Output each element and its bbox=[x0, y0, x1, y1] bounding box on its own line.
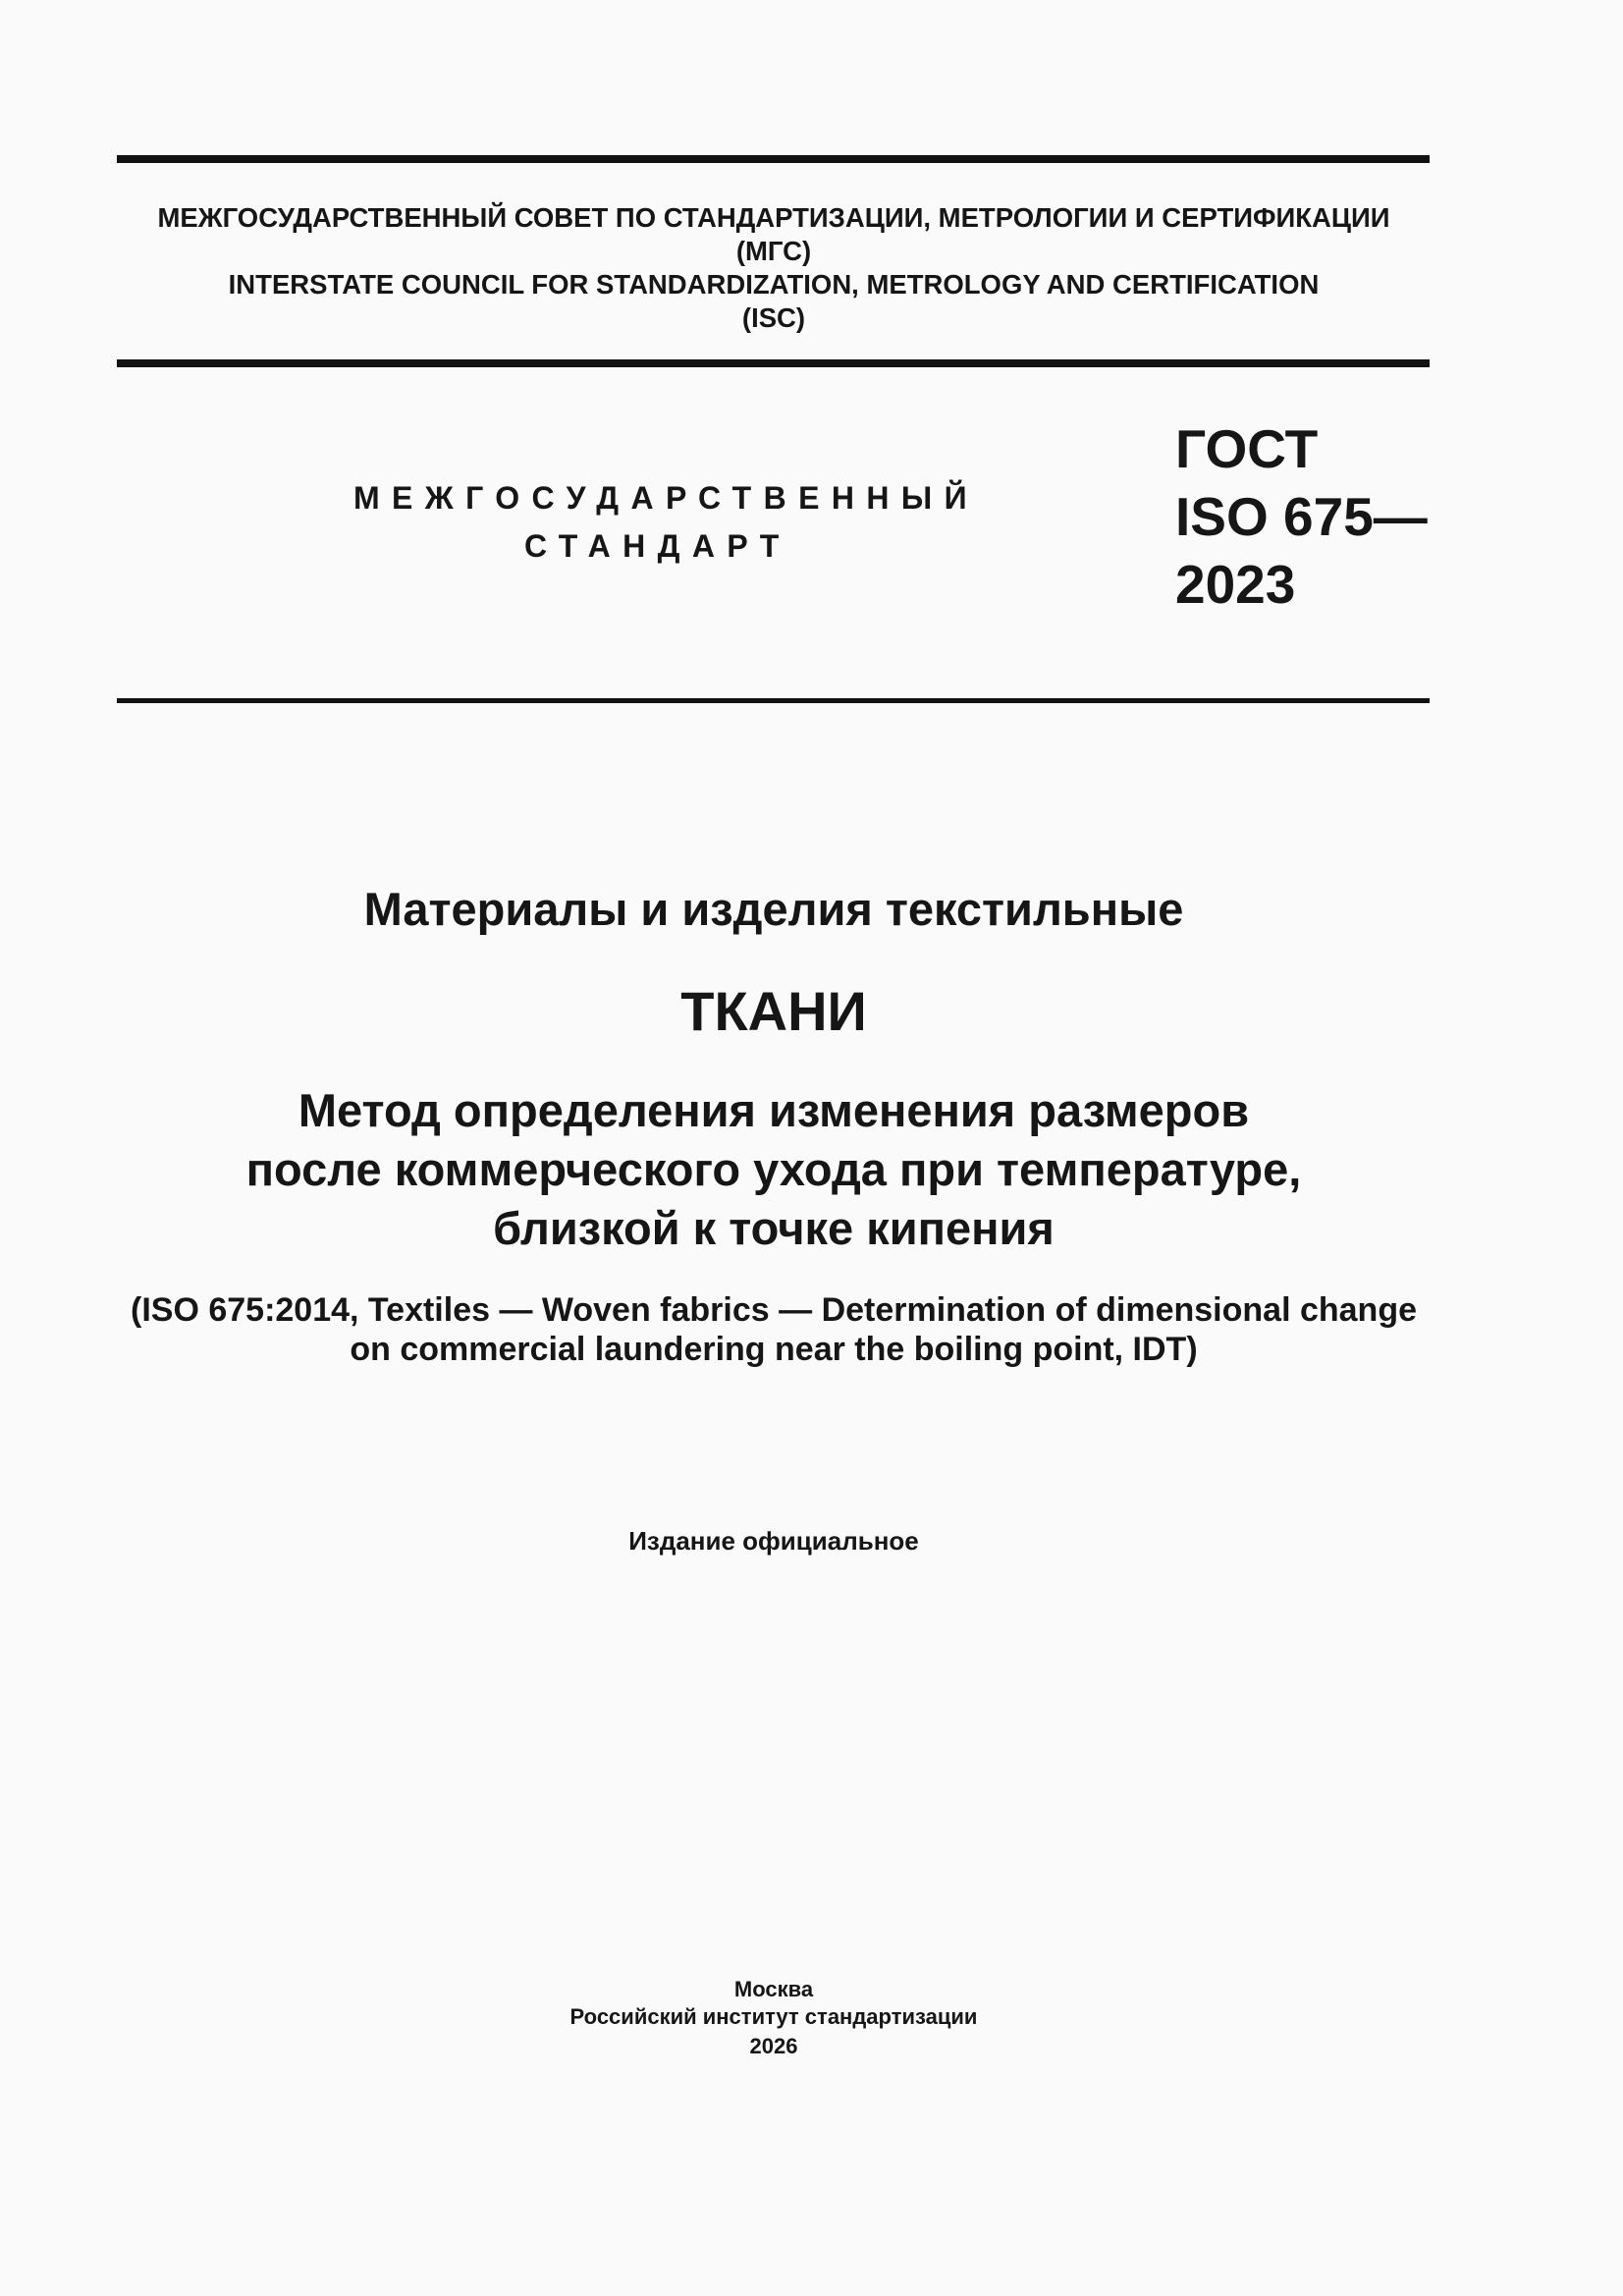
top-rule bbox=[117, 155, 1430, 163]
method-title-line: Метод определения изменения размеров bbox=[298, 1084, 1250, 1136]
subject-title: ТКАНИ bbox=[680, 980, 867, 1042]
publisher-city: Москва bbox=[733, 1977, 814, 2001]
middle-rule bbox=[117, 359, 1430, 367]
method-title-line: после коммерческого ухода при температуре, bbox=[245, 1143, 1302, 1195]
method-title-line: близкой к точке кипения bbox=[493, 1202, 1055, 1254]
iso-reference-line: on commercial laundering near the boiling point, IDT) bbox=[350, 1331, 1198, 1368]
publisher-name: Российский институт стандартизации bbox=[569, 2004, 978, 2029]
council-name-en: INTERSTATE COUNCIL FOR STANDARDIZATION, METROLOGY AND CERTIFICATION bbox=[228, 269, 1320, 300]
bottom-rule bbox=[117, 698, 1430, 703]
designation-line: ГОСТ bbox=[1175, 418, 1319, 479]
designation-line: ISO 675— bbox=[1175, 486, 1428, 547]
category-title: Материалы и изделия текстильные bbox=[363, 883, 1184, 935]
edition-label: Издание официальное bbox=[628, 1526, 919, 1556]
iso-reference-line: (ISO 675:2014, Textiles — Woven fabrics — Determination of dimensional change bbox=[131, 1291, 1417, 1329]
council-abbr-en: (ISC) bbox=[741, 302, 806, 333]
publisher-year: 2026 bbox=[749, 2034, 798, 2058]
council-name-ru: МЕЖГОСУДАРСТВЕННЫЙ СОВЕТ ПО СТАНДАРТИЗАЦИИ, МЕТРОЛОГИИ И СЕРТИФИКАЦИИ bbox=[157, 202, 1390, 233]
council-abbr-ru: (МГС) bbox=[735, 236, 812, 266]
designation-line: 2023 bbox=[1175, 554, 1296, 615]
standard-label: СТАНДАРТ bbox=[524, 528, 791, 564]
interstate-label: МЕЖГОСУДАРСТВЕННЫЙ bbox=[353, 480, 980, 516]
